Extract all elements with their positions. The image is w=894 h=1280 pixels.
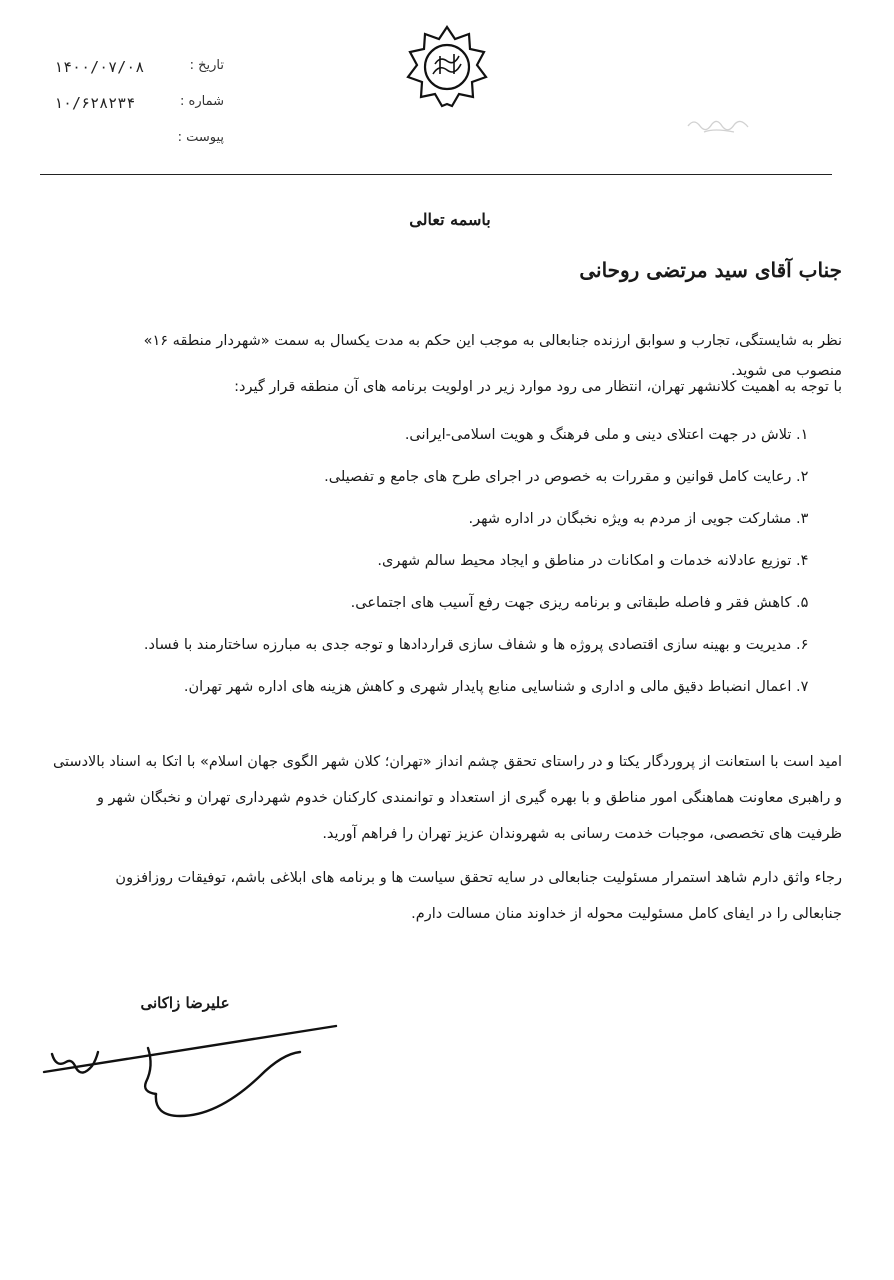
invocation-heading: باسمه تعالی bbox=[409, 210, 491, 229]
item-number: ۲. bbox=[796, 469, 809, 485]
tehran-municipality-logo bbox=[402, 24, 492, 108]
item-text: توزیع عادلانه خدمات و امکانات در مناطق و ایجاد محیط سالم شهری. bbox=[377, 553, 792, 569]
handwritten-signature bbox=[36, 1012, 346, 1132]
number-value: ۱۰/۶۲۸۲۳۴ bbox=[54, 94, 136, 112]
item-number: ۴. bbox=[796, 553, 809, 569]
number-label: شماره : bbox=[180, 94, 224, 109]
header-divider bbox=[40, 174, 832, 175]
item-text: مدیریت و بهینه سازی اقتصادی پروژه ها و شفاف سازی قراردادها و توجه جدی به مبارزه ساختارمند با فساد. bbox=[143, 637, 792, 653]
item-number: ۱. bbox=[796, 427, 809, 443]
list-item bbox=[122, 498, 822, 540]
item-text: مشارکت جویی از مردم به ویژه نخبگان در اداره شهر. bbox=[468, 511, 792, 527]
item-number: ۷. bbox=[796, 679, 809, 695]
item-text: اعمال انضباط دقیق مالی و اداری و شناسایی منابع پایدار شهری و کاهش هزینه های اداره شهر تهران. bbox=[183, 679, 792, 695]
item-text: کاهش فقر و فاصله طبقاتی و برنامه ریزی جهت رفع آسیب های اجتماعی. bbox=[350, 595, 792, 611]
closing-paragraph: رجاء واثق دارم شاهد استمرار مسئولیت جنابعالی در سایه تحقق سیاست ها و برنامه های ابلاغی باشم، توفیقات روزافزون جنابعالی را در ایفای کامل مسئولیت محوله از خداوند منان مسالت دارم. bbox=[115, 870, 842, 922]
hope-paragraph: امید است با استعانت از پروردگار یکتا و در راستای تحقق چشم انداز «تهران؛ کلان شهر الگوی جهان اسلام» با اتکا به اسناد بالادستی و راهبری معاونت هماهنگی امور مناطق و با بهره گیری از استعداد و توانمندی کارکنان خدوم شهرداری تهران و نخبگان شهر و ظرفیت های تخصصی، موجبات خدمت رسانی به شهروندان عزیز تهران را فراهم آورید. bbox=[52, 754, 842, 842]
list-item bbox=[122, 414, 822, 456]
appointment-paragraph: نظر به شایستگی، تجارب و سوابق ارزنده جنابعالی به موجب این حکم به مدت یکسال به سمت «شهردار منطقه ۱۶» منصوب می شوید. bbox=[143, 333, 842, 379]
number-row bbox=[54, 94, 224, 130]
date-label: تاریخ : bbox=[189, 58, 224, 73]
item-number: ۶. bbox=[796, 637, 809, 653]
date-row bbox=[54, 58, 224, 94]
date-value: ۱۴۰۰/۰۷/۰۸ bbox=[54, 58, 145, 76]
list-item bbox=[122, 624, 822, 666]
list-item bbox=[122, 666, 822, 708]
attachment-row bbox=[54, 130, 224, 166]
priorities-list bbox=[122, 414, 822, 708]
list-item bbox=[122, 540, 822, 582]
letter-meta bbox=[54, 58, 224, 166]
item-number: ۳. bbox=[796, 511, 809, 527]
attachment-label: پیوست : bbox=[177, 130, 224, 145]
list-item bbox=[122, 456, 822, 498]
priorities-intro: با توجه به اهمیت کلانشهر تهران، انتظار می رود موارد زیر در اولویت برنامه های آن منطقه قرار گیرد: bbox=[234, 379, 842, 395]
item-text: تلاش در جهت اعتلای دینی و ملی فرهنگ و هویت اسلامی-ایرانی. bbox=[404, 427, 792, 443]
item-text: رعایت کامل قوانین و مقررات به خصوص در اجرای طرح های جامع و تفصیلی. bbox=[324, 469, 792, 485]
addressee: جناب آقای سید مرتضی روحانی bbox=[579, 258, 842, 282]
signatory-name: علیرضا زاکانی bbox=[140, 994, 230, 1012]
item-number: ۵. bbox=[796, 595, 809, 611]
list-item bbox=[122, 582, 822, 624]
faint-stamp-mark bbox=[684, 112, 754, 140]
